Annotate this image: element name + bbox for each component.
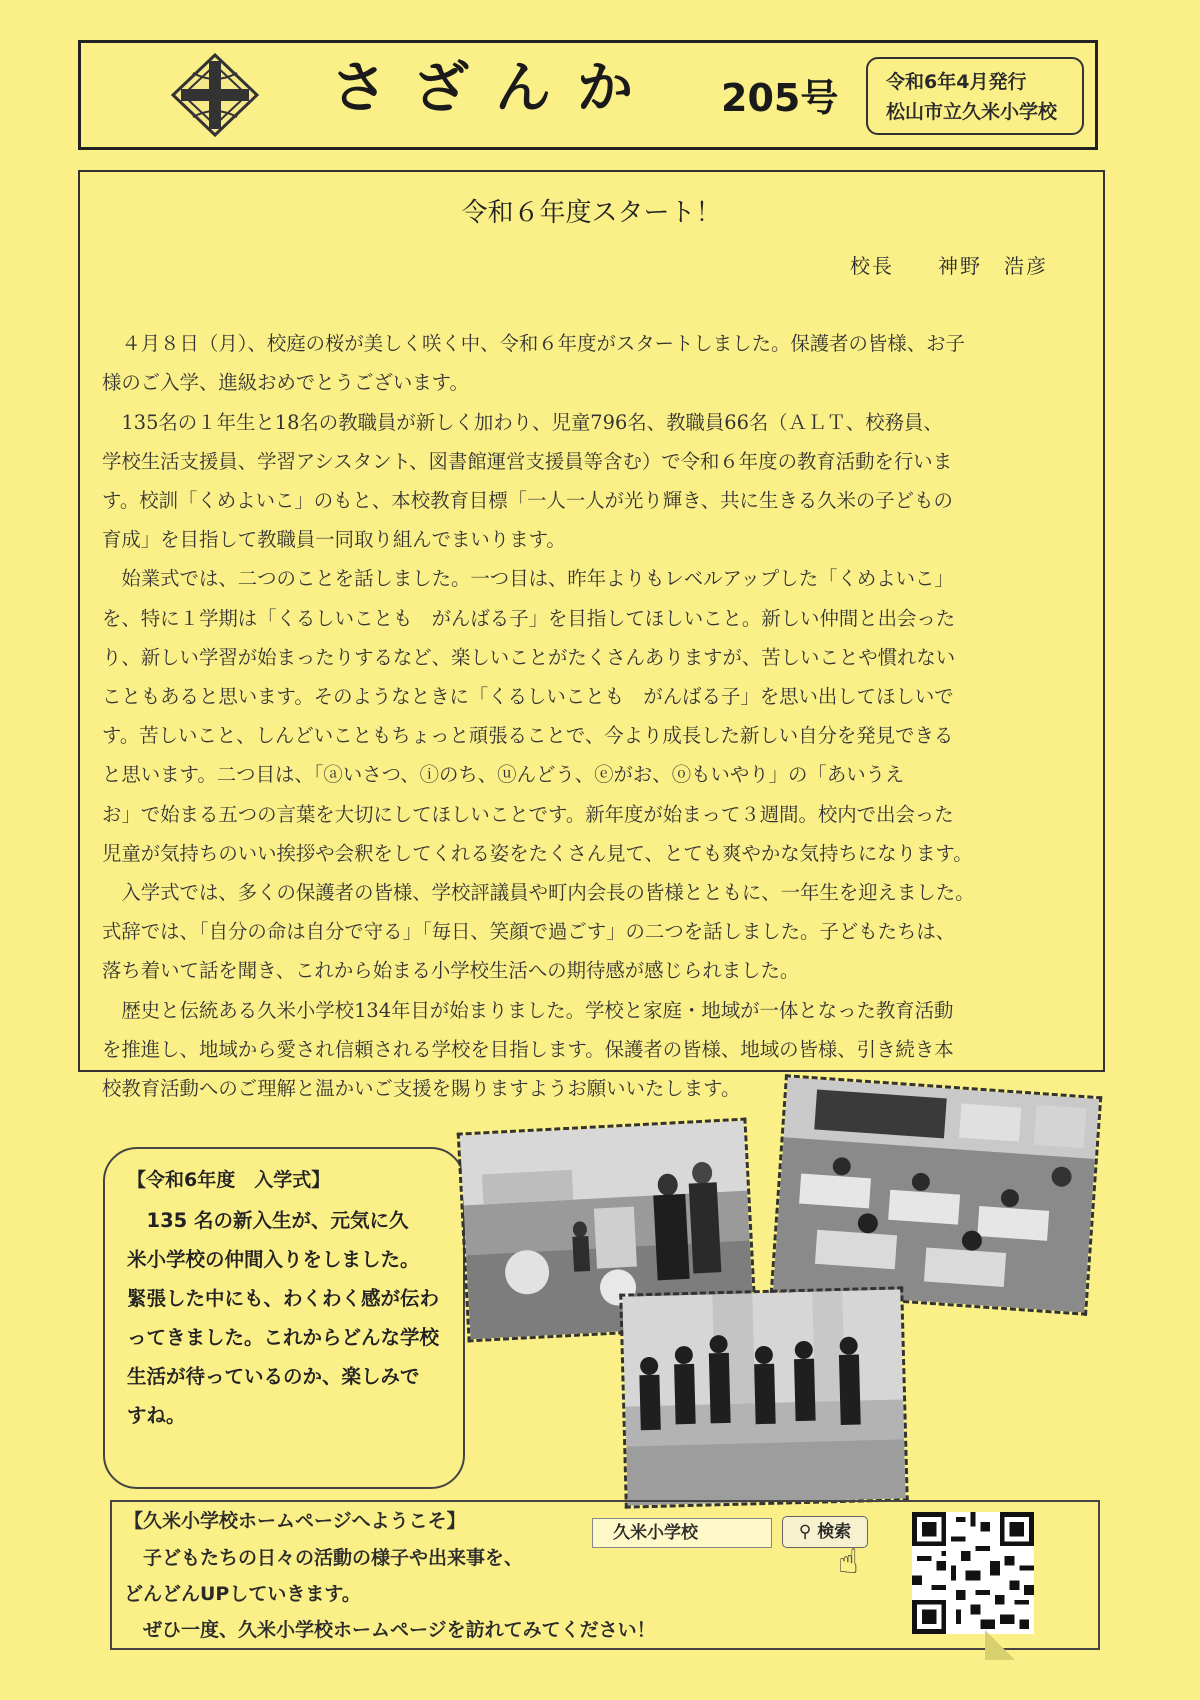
homepage-line: 子どもたちの日々の活動の様子や出来事を、 bbox=[124, 1547, 524, 1569]
homepage-line: どんどんUPしていきます。 bbox=[124, 1583, 361, 1605]
qr-code-icon[interactable] bbox=[912, 1512, 1034, 1634]
article-body bbox=[102, 285, 1087, 1187]
article-line: ４月８日（月）、校庭の桜が美しく咲く中、令和６年度がスタートしました。保護者の皆様、お子 bbox=[102, 332, 965, 356]
article-line: を推進し、地域から愛され信頼される学校を目指します。保護者の皆様、地域の皆様、引き続き本 bbox=[102, 1037, 954, 1061]
search-button-label: 検索 bbox=[817, 1522, 852, 1542]
school-name: 松山市立久米小学校 bbox=[886, 101, 1058, 123]
publication-date: 令和6年4月発行 bbox=[886, 71, 1027, 93]
article-line: 校教育活動へのご理解と温かいご支援を賜りますようお願いいたします。 bbox=[102, 1077, 741, 1101]
article-line: 学校生活支援員、学習アシスタント、図書館運営支援員等含む）で令和６年度の教育活動を行いま bbox=[102, 449, 953, 473]
article-line: こともあると思います。そのようなときに「くるしいことも がんばる子」を思い出してほしいで bbox=[102, 685, 954, 709]
article-line: す。苦しいこと、しんどいこともちょっと頑張ることで、今より成長した新しい自分を発見できる bbox=[102, 724, 954, 748]
masthead bbox=[78, 40, 1098, 150]
issue-number: 205号 bbox=[721, 76, 839, 120]
ceremony-line: ってきました。これからどんな学校 bbox=[127, 1326, 440, 1349]
article-line: 歴史と伝統ある久米小学校134年目が始まりました。学校と家庭・地域が一体となった教育活動 bbox=[102, 998, 954, 1022]
homepage-text bbox=[124, 1540, 656, 1648]
new-students-photo bbox=[619, 1286, 909, 1508]
ceremony-text bbox=[127, 1201, 449, 1435]
search-input[interactable]: 久米小学校 bbox=[592, 1518, 772, 1548]
principal-article bbox=[78, 170, 1105, 1101]
article-line: 入学式では、多くの保護者の皆様、学校評議員や町内会長の皆様とともに、一年生を迎えました。 bbox=[102, 881, 975, 905]
ceremony-line: 生活が待っているのか、楽しみで bbox=[127, 1365, 420, 1388]
article-line: 児童が気持ちのいい挨拶や会釈をしてくれる姿をたくさん見て、とても爽やかな気持ちになります。 bbox=[102, 841, 973, 865]
article-line: を、特に１学期は「くるしいことも がんばる子」を目指してほしいこと。新しい仲間と出会った bbox=[102, 606, 956, 630]
article-line: り、新しい学習が始まったりするなど、楽しいことがたくさんありますが、苦しいことや慣れない bbox=[102, 645, 956, 669]
classroom-photo bbox=[770, 1074, 1103, 1316]
ceremony-line: すね。 bbox=[127, 1404, 186, 1427]
article-line: 135名の１年生と18名の教職員が新しく加わり、児童796名、教職員66名（ＡＬＴ、校務員、 bbox=[102, 410, 943, 434]
ceremony-line: 米小学校の仲間入りをしました。 bbox=[127, 1248, 420, 1271]
article-line: 始業式では、二つのことを話しました。一つ目は、昨年よりもレベルアップした「くめよいこ」 bbox=[102, 567, 954, 591]
homepage-line: ぜひ一度、久米小学校ホームページを訪れてみてください！ bbox=[124, 1619, 656, 1641]
article-author: 校長 神野 浩彦 bbox=[850, 254, 1048, 278]
homepage-box bbox=[110, 1500, 1100, 1650]
ceremony-title: 【令和6年度 入学式】 bbox=[127, 1169, 331, 1191]
ceremony-caption bbox=[103, 1147, 465, 1489]
publication-info bbox=[866, 57, 1084, 135]
magnifier-icon: ⚲ bbox=[798, 1522, 812, 1542]
article-line: 式辞では、「自分の命は自分で守る」「毎日、笑顔で過ごす」の二つを話しました。子どもたちは、 bbox=[102, 920, 956, 944]
pointer-hand-icon: ☝ bbox=[838, 1542, 859, 1582]
newsletter-title: さざんか bbox=[331, 56, 659, 121]
page-fold-corner bbox=[985, 1630, 1015, 1660]
ceremony-line: 緊張した中にも、わくわく感が伝わ bbox=[127, 1287, 440, 1310]
article-line: す。校訓「くめよいこ」のもと、本校教育目標「一人一人が光り輝き、共に生きる久米の子どもの bbox=[102, 489, 953, 513]
article-line: 様のご入学、進級おめでとうございます。 bbox=[102, 371, 469, 395]
article-line: 落ち着いて話を聞き、これから始まる小学校生活への期待感が感じられました。 bbox=[102, 959, 800, 983]
article-title: 令和６年度スタート！ bbox=[461, 198, 722, 228]
homepage-title: 【久米小学校ホームページへようこそ】 bbox=[124, 1510, 466, 1532]
article-line: 育成」を目指して教職員一同取り組んでまいります。 bbox=[102, 528, 566, 552]
article-line: と思います。二つ目は、「ⓐいさつ、ⓘのち、ⓤんどう、ⓔがお、ⓞもいやり」の「あいうえ bbox=[102, 763, 905, 787]
ceremony-line: 135 名の新入生が、元気に久 bbox=[127, 1209, 409, 1232]
article-line: お」で始まる五つの言葉を大切にしてほしいことです。新年度が始まって３週間。校内で出会った bbox=[102, 802, 954, 826]
school-crest-icon bbox=[169, 51, 261, 139]
